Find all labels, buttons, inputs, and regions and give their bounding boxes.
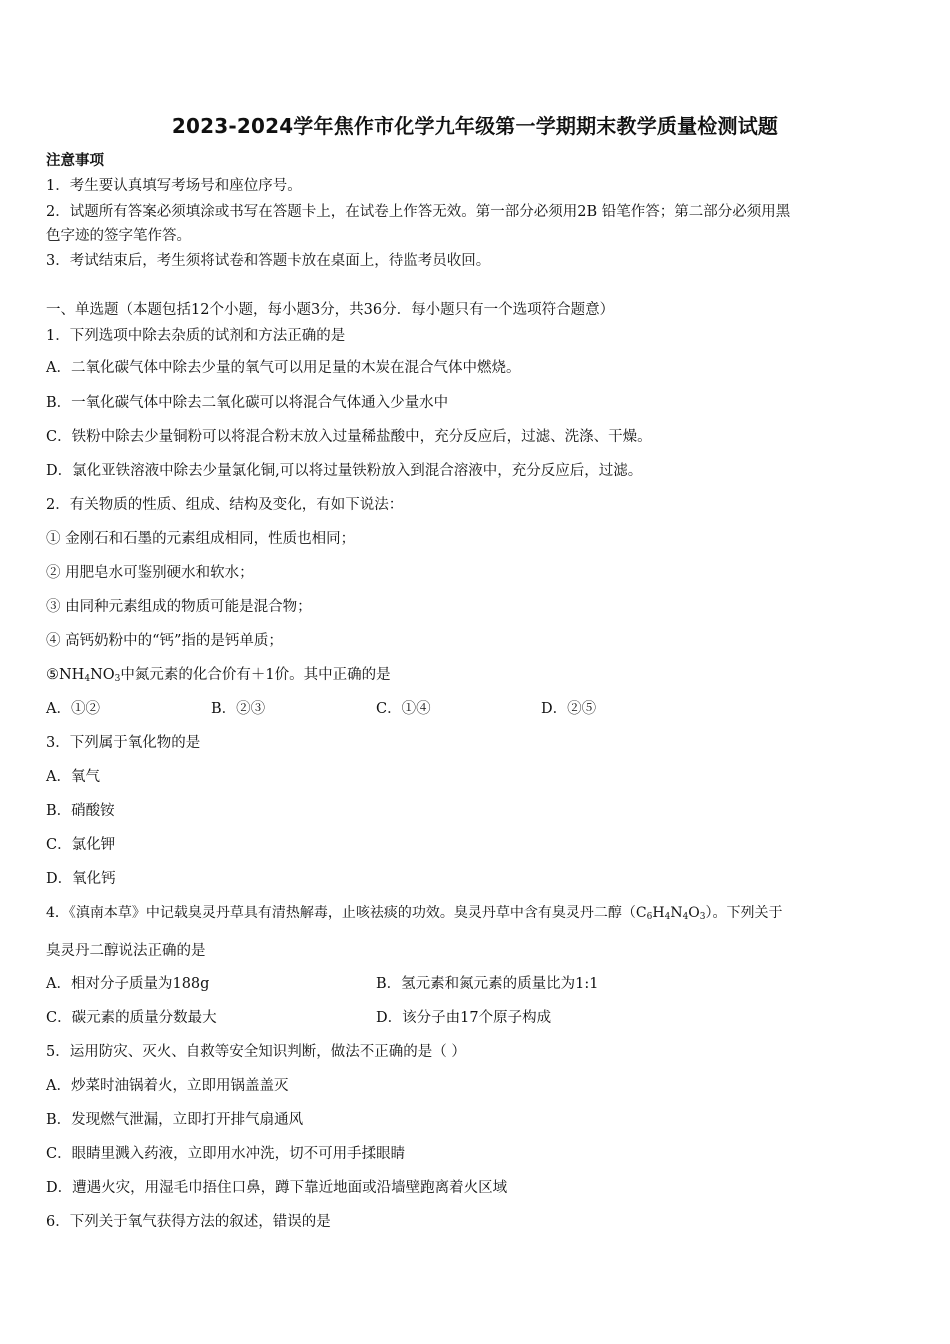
question-6-stem: 6．下列关于氧气获得方法的叙述，错误的是: [46, 1214, 331, 1230]
question-1-option-b: B．一氧化碳气体中除去二氧化碳可以将混合气体通入少量水中: [46, 395, 449, 411]
question-2-option-b: B．②③: [211, 701, 266, 717]
question-2-option-a: A．①②: [46, 701, 100, 717]
question-4-stem: [46, 902, 908, 924]
question-2-statement-5: [46, 664, 908, 686]
formula-text: H: [652, 905, 665, 921]
question-1-option-c: C．铁粉中除去少量铜粉可以将混合粉末放入过量稀盐酸中，充分反应后，过滤、洗涤、干燥。: [46, 429, 652, 445]
formula-subscript: 6: [646, 912, 653, 922]
question-1-option-d: D．氯化亚铁溶液中除去少量氯化铜,可以将过量铁粉放入到混合溶液中，充分反应后，过滤。: [46, 463, 643, 479]
notice-item: 色字迹的签字笔作答。: [46, 228, 191, 244]
question-2-statement: ① 金刚石和石墨的元素组成相同，性质也相同；: [46, 531, 356, 547]
question-4-option-d: D．该分子由17个原子构成: [376, 1010, 552, 1026]
formula-subscript: 3: [699, 912, 706, 922]
question-2-statement: ② 用肥皂水可鉴别硬水和软水；: [46, 565, 254, 581]
question-4-option-a: A．相对分子质量为188g: [46, 976, 210, 992]
question-2-statement: ④ 高钙奶粉中的“钙”指的是钙单质；: [46, 633, 283, 649]
question-4-stem-line2: 臭灵丹二醇说法正确的是: [46, 943, 206, 959]
question-5-option-c: C．眼睛里溅入药液，立即用水冲洗，切不可用手揉眼睛: [46, 1146, 406, 1162]
formula-text: O: [688, 905, 700, 921]
question-5-option-d: D．遭遇火灾，用湿毛巾捂住口鼻，蹲下靠近地面或沿墙壁跑离着火区域: [46, 1180, 508, 1196]
section-heading: 一、单选题（本题包括12个小题，每小题3分，共36分．每小题只有一个选项符合题意）: [46, 302, 615, 318]
question-5-stem: 5．运用防灾、灭火、自救等安全知识判断，做法不正确的是（ ）: [46, 1044, 466, 1060]
question-2-option-c: C．①④: [376, 701, 431, 717]
formula-subscript: 4: [84, 674, 91, 684]
notice-heading: 注意事项: [46, 152, 104, 169]
question-2-stem: 2．有关物质的性质、组成、结构及变化，有如下说法：: [46, 497, 404, 513]
question-2-statement: ③ 由同种元素组成的物质可能是混合物；: [46, 599, 312, 615]
stem-text: 4．《滇南本草》中记载臭灵丹草具有清热解毒，止咳祛痰的功效。臭灵丹草中含有臭灵丹二醇（C: [46, 905, 647, 921]
notice-item: 1．考生要认真填写考场号和座位序号。: [46, 178, 302, 194]
question-4-option-b: B．氢元素和氮元素的质量比为1:1: [376, 976, 599, 992]
stem-text: ）。下列关于: [705, 905, 783, 921]
page-title: 2023-2024学年焦作市化学九年级第一学期期末教学质量检测试题: [171, 114, 779, 138]
question-3-option-c: C．氯化钾: [46, 837, 116, 853]
question-5-option-b: B．发现燃气泄漏，立即打开排气扇通风: [46, 1112, 304, 1128]
question-1-option-a: A．二氧化碳气体中除去少量的氧气可以用足量的木炭在混合气体中燃烧。: [46, 360, 521, 376]
formula-text: N: [670, 905, 683, 921]
formula-text: NO: [90, 667, 115, 683]
notice-item: 2．试题所有答案必须填涂或书写在答题卡上，在试卷上作答无效。第一部分必须用2B 铅笔作答；第二部分必须用黑: [46, 204, 791, 220]
statement-text: 中氮元素的化合价有＋1价。其中正确的是: [120, 667, 391, 683]
question-3-stem: 3．下列属于氧化物的是: [46, 735, 201, 751]
question-5-option-a: A．炒菜时油锅着火，立即用锅盖盖灭: [46, 1078, 289, 1094]
question-4-option-c: C．碳元素的质量分数最大: [46, 1010, 217, 1026]
question-2-option-d: D．②⑤: [541, 701, 597, 717]
notice-item: 3．考试结束后，考生须将试卷和答题卡放在桌面上，待监考员收回。: [46, 253, 491, 269]
formula-subscript: 4: [664, 912, 671, 922]
formula-subscript: 3: [114, 674, 121, 684]
formula-text: ⑤NH: [46, 667, 85, 683]
question-3-option-b: B．硝酸铵: [46, 803, 115, 819]
question-3-option-d: D．氧化钙: [46, 871, 116, 887]
question-3-option-a: A．氧气: [46, 769, 100, 785]
question-1-stem: 1．下列选项中除去杂质的试剂和方法正确的是: [46, 328, 346, 344]
formula-subscript: 4: [682, 912, 689, 922]
